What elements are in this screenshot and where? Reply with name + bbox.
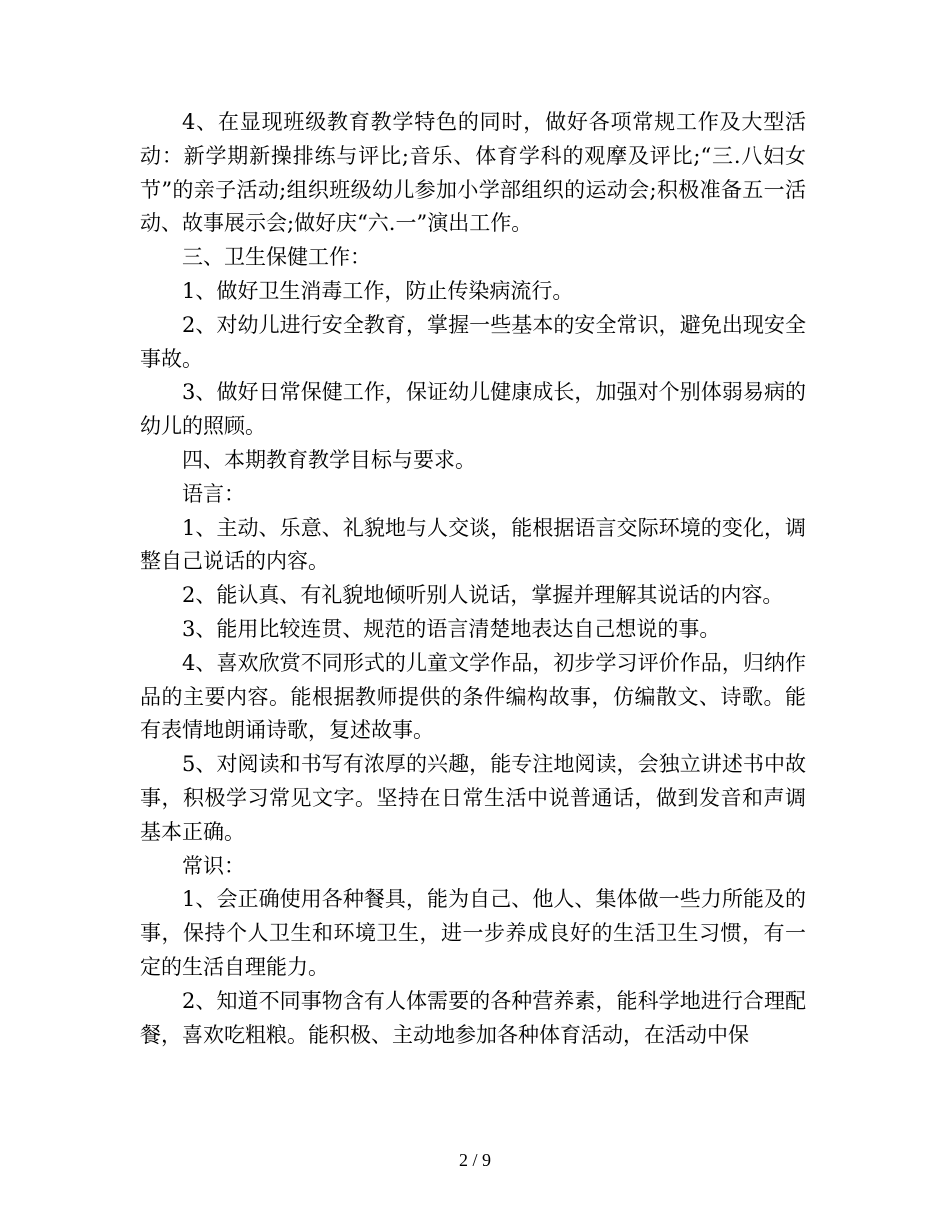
- paragraph-health-2: 2、对幼儿进行安全教育，掌握一些基本的安全常识，避免出现安全事故。: [140, 312, 806, 371]
- subheading-language: 语言：: [182, 481, 245, 506]
- subheading-common-sense: 常识：: [182, 853, 245, 878]
- paragraph-health-3: 3、做好日常保健工作，保证幼儿健康成长，加强对个别体弱易病的幼儿的照顾。: [140, 380, 806, 439]
- paragraph-activities: 4、在显现班级教育教学特色的同时，做好各项常规工作及大型活动：新学期新操排练与评比;音乐、体育学科的观摩及评比;“三.八妇女节”的亲子活动;组织班级幼儿参加小学部组织的运动会;积极准备五一活动、故事展示会;做好庆“六.一”演出工作。: [140, 110, 806, 236]
- page-number: 2 / 9: [458, 1150, 491, 1170]
- paragraph-health-1: 1、做好卫生消毒工作，防止传染病流行。: [182, 278, 574, 303]
- paragraph-language-3: 3、能用比较连贯、规范的语言清楚地表达自己想说的事。: [182, 616, 721, 641]
- paragraph-common-sense-1: 1、会正确使用各种餐具，能为自己、他人、集体做一些力所能及的事，保持个人卫生和环境卫生，进一步养成良好的生活卫生习惯，有一定的生活自理能力。: [140, 887, 806, 979]
- document-body: [140, 106, 806, 1052]
- paragraph-language-5: 5、对阅读和书写有浓厚的兴趣，能专注地阅读，会独立讲述书中故事，积极学习常见文字。坚持在日常生活中说普通话，做到发音和声调基本正确。: [140, 752, 806, 844]
- paragraph-language-4: 4、喜欢欣赏不同形式的儿童文学作品，初步学习评价作品，归纳作品的主要内容。能根据教师提供的条件编构故事，仿编散文、诗歌。能有表情地朗诵诗歌，复述故事。: [140, 650, 806, 743]
- paragraph-language-1: 1、主动、乐意、礼貌地与人交谈，能根据语言交际环境的变化，调整自己说话的内容。: [140, 515, 806, 574]
- section-heading-goals: 四、本期教育教学目标与要求。: [182, 447, 476, 472]
- section-heading-health: 三、卫生保健工作：: [182, 245, 371, 270]
- paragraph-language-2: 2、能认真、有礼貌地倾听别人说话，掌握并理解其说话的内容。: [182, 583, 784, 608]
- paragraph-common-sense-2: 2、知道不同事物含有人体需要的各种营养素，能科学地进行合理配餐，喜欢吃粗粮。能积极、主动地参加各种体育活动，在活动中保: [140, 988, 806, 1047]
